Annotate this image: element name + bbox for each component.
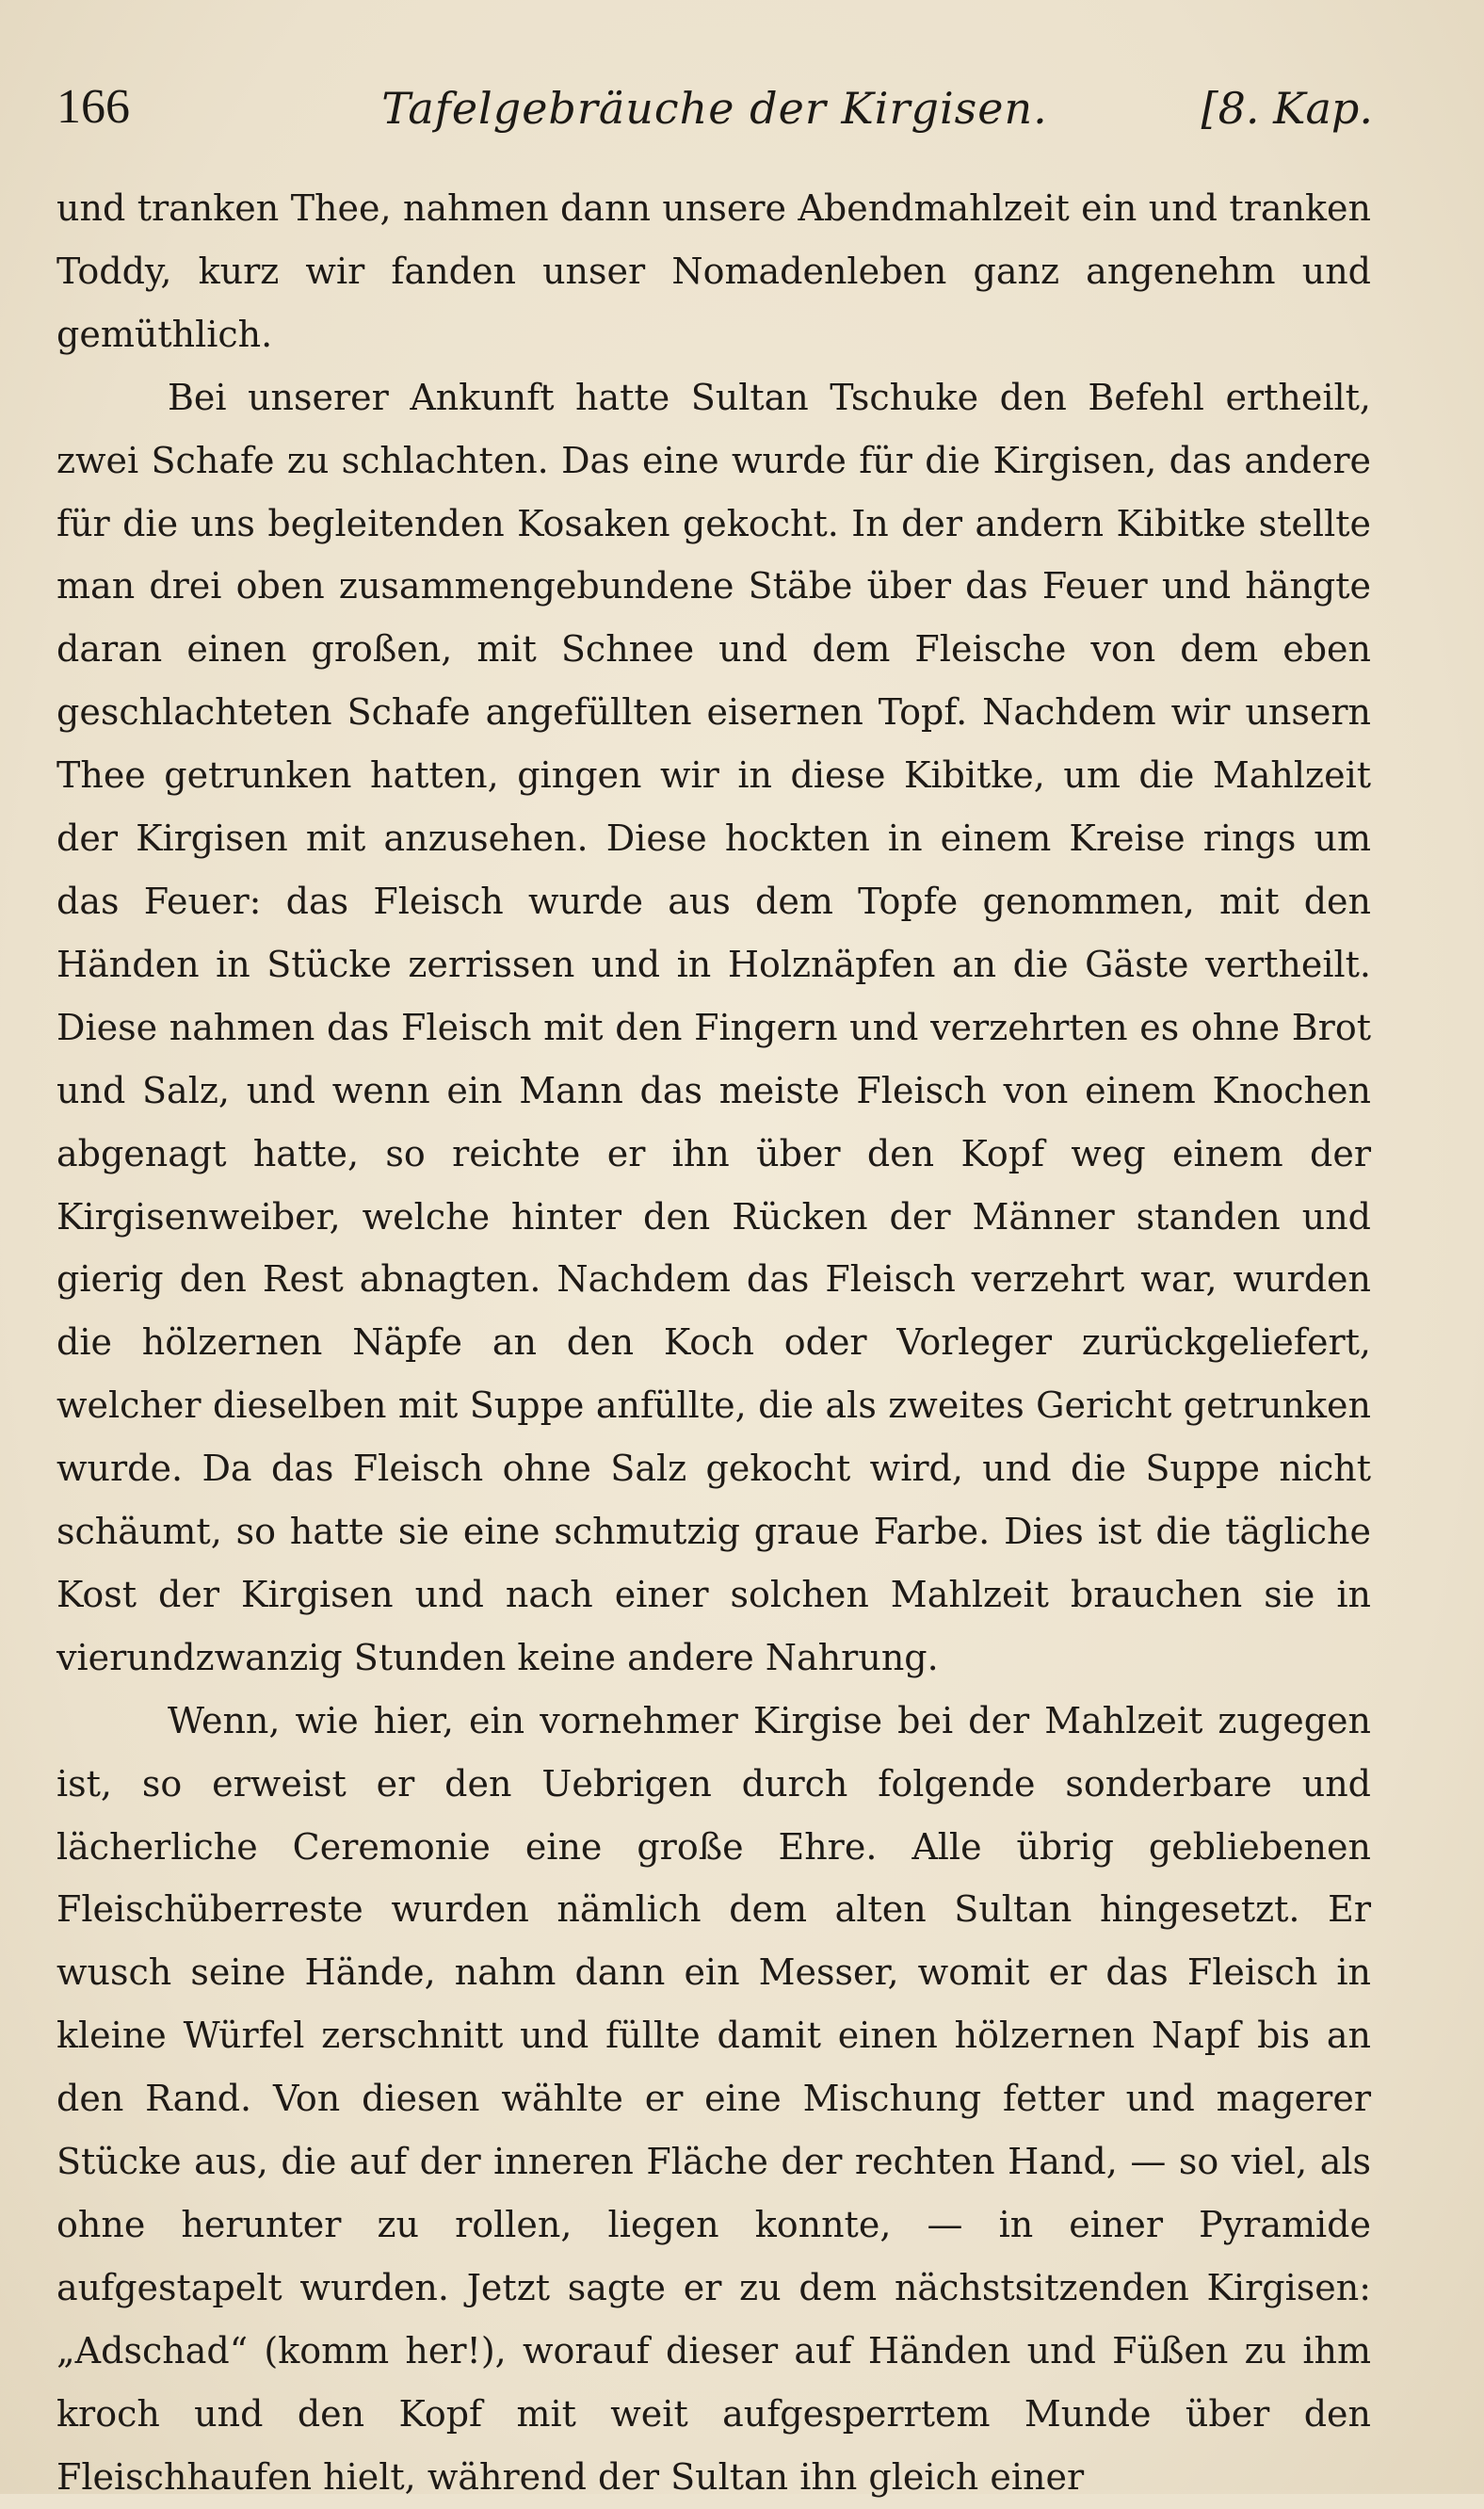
paragraph: Wenn, wie hier, ein vornehmer Kirgise bei der Mahlzeit zugegen ist, so erweist er den Uebrigen durch folgende sonderbare und lächerliche Ceremonie eine große Ehre. Alle übrig gebliebenen Fleischüberreste wurden nämlich dem alten Sultan hingesetzt. Er wusch seine Hände, nahm dann ein Messer, womit er das Fleisch in kleine Würfel zerschnitt und füllte damit einen hölzernen Napf bis an den Rand. Von diesen wählte er eine Mischung fetter und magerer Stücke aus, die auf der inneren Fläche der rechten Hand, — so viel, als ohne herunter zu rollen, liegen konnte, — in einer Pyramide aufgestapelt wurden. Jetzt sagte er zu dem nächstsitzenden Kirgisen: „Adschad“ (komm her!), worauf dieser auf Händen und Füßen zu ihm kroch und den Kopf mit weit aufgesperrtem Munde über den Fleischhaufen hielt, während der Sultan ihn gleich einer (56, 1699, 1371, 2498)
paragraph: und tranken Thee, nahmen dann unsere Abendmahlzeit ein und tranken Toddy, kurz wir fanden unser Nomadenleben ganz angenehm und gemüthlich. (56, 187, 1371, 355)
page-number: 166 (56, 80, 130, 134)
paragraph: Bei unserer Ankunft hatte Sultan Tschuke den Befehl ertheilt, zwei Schafe zu schlachten. Das eine wurde für die Kirgisen, das andere für die uns begleitenden Kosaken gekocht. In der andern Kibitke stellte man drei oben zusammengebundene Stäbe über das Feuer und hängte daran einen großen, mit Schnee und dem Fleische von dem eben geschlachteten Schafe angefüllten eisernen Topf. Nachdem wir unsern Thee getrunken hatten, gingen wir in diese Kibitke, um die Mahlzeit der Kirgisen mit anzusehen. Diese hockten in einem Kreise rings um das Feuer: das Fleisch wurde aus dem Topfe genommen, mit den Händen in Stücke zerrissen und in Holznäpfen an die Gäste vertheilt. Diese nahmen das Fleisch mit den Fingern und verzehrten es ohne Brot und Salz, und wenn ein Mann das meiste Fleisch von einem Knochen abgenagt hatte, so reichte er ihn über den Kopf weg einem der Kirgisenweiber, welche hinter den Rücken der Männer standen und gierig den Rest abnagten. Nachdem das Fleisch verzehrt war, wurden die hölzernen Näpfe an den Koch oder Vorleger zurückgeliefert, welcher dieselben mit Suppe anfüllte, die als zweites Gericht getrunken wurde. Da das Fleisch ohne Salz gekocht wird, und die Suppe nicht schäumt, so hatte sie eine schmutzig graue Farbe. Dies ist die tägliche Kost der Kirgisen und nach einer solchen Mahlzeit brauchen sie in vierundzwanzig Stunden keine andere Nahrung. (56, 376, 1371, 1678)
body-text (56, 177, 1371, 2509)
running-head (56, 79, 1373, 145)
chapter-reference: [8. Kap. (1201, 83, 1373, 134)
running-title: Tafelgebräuche der Kirgisen. (381, 83, 1048, 134)
